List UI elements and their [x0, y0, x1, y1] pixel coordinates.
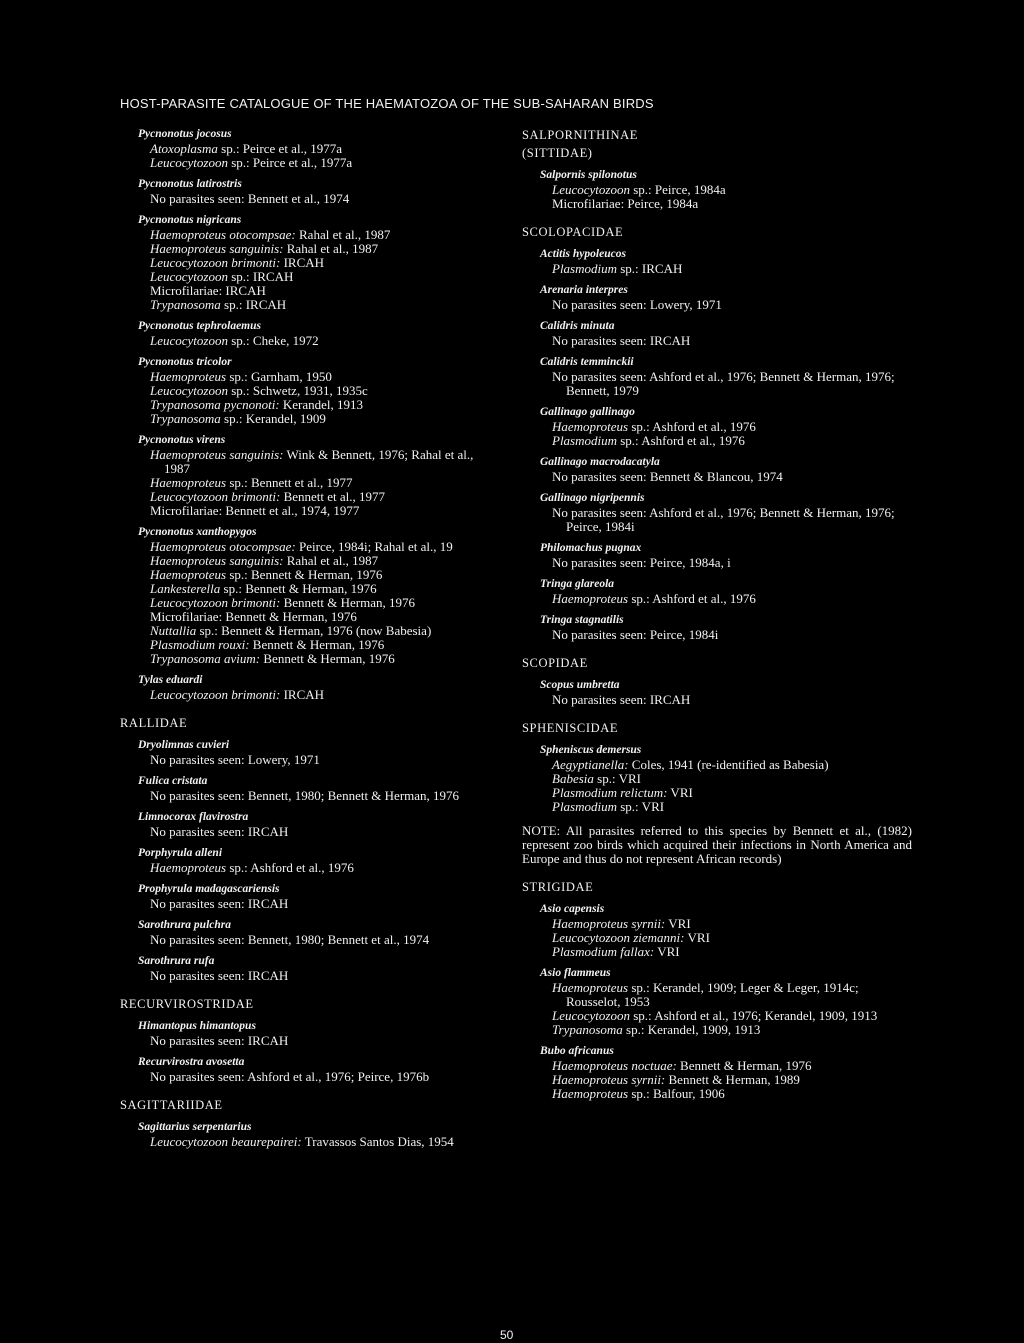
record-reference: sp.: VRI [617, 799, 665, 814]
parasite-name: Trypanosoma [150, 411, 221, 426]
parasite-record [150, 192, 500, 206]
parasite-record [552, 1073, 912, 1087]
parasite-record [150, 476, 500, 490]
record-reference: Bennett & Herman, 1976 [260, 651, 395, 666]
parasite-record [552, 1059, 912, 1073]
species-entry [138, 1121, 500, 1149]
parasite-name: Haemoproteus sanguinis: [150, 553, 284, 568]
parasite-record [552, 931, 912, 945]
parasite-record [552, 917, 912, 931]
record-reference: Peirce, 1984i; Rahal et al., 19 [295, 539, 453, 554]
record-reference: Bennett & Herman, 1976 [249, 637, 385, 652]
record-reference: Microfilariae: Bennett & Herman, 1976 [150, 609, 357, 624]
record-reference: No parasites seen: Bennett & Blancou, 1974 [552, 469, 783, 484]
record-reference: Bennett & Herman, 1976 [280, 595, 416, 610]
parasite-name: Haemoproteus [150, 369, 227, 384]
parasite-record [552, 334, 912, 348]
parasite-name: Plasmodium fallax: [552, 944, 655, 959]
species-name: Asio flammeus [540, 967, 611, 979]
record-reference: sp.: Ashford et al., 1976 [628, 419, 756, 434]
parasite-record [552, 262, 912, 276]
parasite-record [552, 758, 912, 772]
parasite-name: Leucocytozoon ziemanni: [552, 930, 685, 945]
species-name: Pycnonotus xanthopygos [138, 526, 257, 538]
species-name: Limnocorax flavirostra [138, 811, 249, 823]
record-reference: No parasites seen: Lowery, 1971 [552, 297, 722, 312]
species-entry [540, 284, 912, 312]
parasite-name: Leucocytozoon brimonti: [150, 595, 281, 610]
page-header: HOST-PARASITE CATALOGUE OF THE HAEMATOZOA OF THE SUB-SAHARAN BIRDS [120, 96, 654, 111]
record-reference: No parasites seen: Bennett et al., 1974 [150, 191, 350, 206]
parasite-record [150, 554, 500, 568]
record-reference: sp.: Ashford et al., 1976; Kerandel, 1909, 1913 [629, 1008, 878, 1023]
parasite-name: Haemoproteus otocompsae: [150, 539, 296, 554]
right-column [522, 128, 912, 1107]
record-reference: Rahal et al., 1987 [295, 227, 391, 242]
species-entry [540, 406, 912, 448]
parasite-record [150, 582, 500, 596]
parasite-name: Leucocytozoon [150, 383, 228, 398]
parasite-record [150, 1135, 500, 1149]
record-reference: IRCAH [280, 255, 325, 270]
parasite-record [150, 384, 500, 398]
parasite-name: Plasmodium [552, 261, 617, 276]
record-reference: VRI [654, 944, 680, 959]
species-entry [138, 434, 500, 518]
parasite-name: Lankesterella [150, 581, 221, 596]
family-heading: RECURVIROSTRIDAE [120, 997, 254, 1011]
record-reference: sp.: Peirce et al., 1977a [217, 141, 343, 156]
species-entry [540, 169, 912, 211]
record-reference: sp.: Kerandel, 1909; Leger & Leger, 1914c; Rousselot, 1953 [566, 980, 859, 1009]
species-name: Sarothrura pulchra [138, 919, 231, 931]
parasite-record [552, 434, 912, 448]
species-name: Asio capensis [540, 903, 605, 915]
record-reference: sp.: Kerandel, 1909, 1913 [622, 1022, 761, 1037]
parasite-name: Haemoproteus [150, 860, 227, 875]
record-reference: No parasites seen: Ashford et al., 1976; Peirce, 1976b [150, 1069, 430, 1084]
species-entry [540, 1045, 912, 1101]
record-reference: sp.: Schwetz, 1931, 1935c [227, 383, 368, 398]
parasite-record [150, 933, 500, 947]
parasite-record [150, 638, 500, 652]
record-reference: No parasites seen: Bennett, 1980; Bennett & Herman, 1976 [150, 788, 460, 803]
record-reference: No parasites seen: IRCAH [150, 824, 289, 839]
species-entry [540, 679, 912, 707]
record-reference: sp.: VRI [593, 771, 641, 786]
parasite-name: Haemoproteus [150, 475, 227, 490]
species-name: Fulica cristata [138, 775, 208, 787]
species-entry [138, 674, 500, 702]
species-entry [540, 903, 912, 959]
parasite-record [150, 897, 500, 911]
species-name: Salpornis spilonotus [540, 169, 637, 181]
record-reference: Microfilariae: IRCAH [150, 283, 266, 298]
species-name: Gallinago nigripennis [540, 492, 645, 504]
parasite-record [150, 142, 500, 156]
species-name: Sagittarius serpentarius [138, 1121, 252, 1133]
species-entry [138, 320, 500, 348]
parasite-record [552, 370, 912, 398]
family-heading: SAGITTARIIDAE [120, 1098, 223, 1112]
parasite-record [150, 688, 500, 702]
record-reference: No parasites seen: Bennett, 1980; Bennett et al., 1974 [150, 932, 430, 947]
species-name: Pycnonotus latirostris [138, 178, 242, 190]
record-reference: Bennett & Herman, 1976 [676, 1058, 812, 1073]
record-reference: No parasites seen: Peirce, 1984a, i [552, 555, 731, 570]
record-reference: sp.: Cheke, 1972 [227, 333, 319, 348]
parasite-record [150, 228, 500, 242]
parasite-record [150, 610, 500, 624]
parasite-name: Haemoproteus syrnii: [552, 1072, 666, 1087]
species-name: Arenaria interpres [540, 284, 628, 296]
parasite-record [150, 1034, 500, 1048]
parasite-record [552, 800, 912, 814]
parasite-record [552, 298, 912, 312]
parasite-name: Haemoproteus sanguinis: [150, 447, 284, 462]
species-name: Pycnonotus tephrolaemus [138, 320, 262, 332]
species-entry [138, 739, 500, 767]
parasite-name: Nuttallia [150, 623, 197, 638]
parasite-name: Trypanosoma [150, 297, 221, 312]
parasite-record [552, 420, 912, 434]
left-column [120, 120, 500, 1155]
parasite-name: Haemoproteus otocompsae: [150, 227, 296, 242]
record-reference: Kerandel, 1913 [279, 397, 364, 412]
record-reference: Bennett et al., 1977 [280, 489, 386, 504]
parasite-name: Plasmodium relictum: [552, 785, 668, 800]
species-name: Spheniscus demersus [540, 744, 642, 756]
parasite-record [552, 1009, 912, 1023]
record-reference: sp.: Balfour, 1906 [628, 1086, 725, 1101]
parasite-name: Plasmodium [552, 433, 617, 448]
species-name: Pycnonotus tricolor [138, 356, 232, 368]
parasite-record [150, 789, 500, 803]
parasite-name: Aegyptianella: [552, 757, 629, 772]
record-reference: Microfilariae: Bennett et al., 1974, 1977 [150, 503, 360, 518]
species-entry [138, 178, 500, 206]
record-reference: Wink & Bennett, 1976; Rahal et al., 1987 [164, 447, 474, 476]
parasite-record [552, 470, 912, 484]
parasite-record [552, 1087, 912, 1101]
parasite-record [150, 624, 500, 638]
parasite-name: Leucocytozoon [552, 182, 630, 197]
parasite-name: Leucocytozoon [150, 155, 228, 170]
species-name: Recurvirostra avosetta [138, 1056, 245, 1068]
parasite-record [150, 256, 500, 270]
parasite-record [150, 242, 500, 256]
record-reference: Coles, 1941 (re-identified as Babesia) [628, 757, 829, 772]
parasite-record [150, 284, 500, 298]
parasite-name: Leucocytozoon beaurepairei: [150, 1134, 302, 1149]
species-entry [138, 356, 500, 426]
parasite-name: Haemoproteus [150, 567, 227, 582]
parasite-record [150, 448, 500, 476]
parasite-record [552, 1023, 912, 1037]
parasite-name: Haemoproteus [552, 1086, 629, 1101]
record-reference: No parasites seen: Lowery, 1971 [150, 752, 320, 767]
species-name: Pycnonotus nigricans [138, 214, 242, 226]
record-reference: Rahal et al., 1987 [283, 241, 379, 256]
record-reference: sp.: IRCAH [220, 297, 287, 312]
record-reference: No parasites seen: IRCAH [552, 333, 691, 348]
species-name: Calidris minuta [540, 320, 615, 332]
record-reference: Rahal et al., 1987 [283, 553, 379, 568]
record-reference: VRI [684, 930, 710, 945]
species-entry [138, 919, 500, 947]
species-name: Gallinago gallinago [540, 406, 635, 418]
species-name: Pycnonotus virens [138, 434, 226, 446]
family-heading: SCOPIDAE [522, 656, 588, 670]
parasite-record [552, 197, 912, 211]
species-entry [540, 248, 912, 276]
family-heading: SPHENISCIDAE [522, 721, 619, 735]
parasite-record [150, 490, 500, 504]
parasite-record [150, 504, 500, 518]
record-reference: No parasites seen: IRCAH [150, 1033, 289, 1048]
species-entry [138, 883, 500, 911]
species-name: Prophyrula madagascariensis [138, 883, 280, 895]
parasite-record [150, 540, 500, 554]
family-heading: SALPORNITHINAE [522, 128, 639, 142]
record-reference: VRI [667, 785, 693, 800]
record-reference: VRI [665, 916, 691, 931]
page-number: 50 [500, 1328, 514, 1342]
species-entry [540, 578, 912, 606]
species-name: Tringa stagnatilis [540, 614, 624, 626]
species-entry [138, 847, 500, 875]
species-entry [540, 320, 912, 348]
species-entry [138, 214, 500, 312]
species-name: Philomachus pugnax [540, 542, 642, 554]
species-entry [138, 1056, 500, 1084]
parasite-record [150, 969, 500, 983]
parasite-record [150, 334, 500, 348]
species-entry [540, 542, 912, 570]
parasite-record [150, 398, 500, 412]
parasite-name: Haemoproteus noctuae: [552, 1058, 677, 1073]
parasite-record [552, 981, 912, 1009]
species-entry [138, 128, 500, 170]
parasite-record [150, 861, 500, 875]
species-name: Himantopus himantopus [138, 1020, 256, 1032]
parasite-record [150, 596, 500, 610]
species-name: Calidris temminckii [540, 356, 634, 368]
footnote: NOTE: All parasites referred to this species by Bennett et al., (1982) represent zoo birds which acquired their infections in North America and Europe and thus do not represent African records) [522, 823, 912, 866]
record-reference: No parasites seen: IRCAH [150, 896, 289, 911]
species-entry [540, 967, 912, 1037]
parasite-name: Haemoproteus syrnii: [552, 916, 666, 931]
record-reference: sp.: IRCAH [617, 261, 683, 276]
record-reference: sp.: Bennett et al., 1977 [226, 475, 353, 490]
species-name: Actitis hypoleucos [540, 248, 626, 260]
record-reference: sp.: Ashford et al., 1976 [226, 860, 354, 875]
parasite-record [150, 370, 500, 384]
species-name: Gallinago macrodacatyla [540, 456, 660, 468]
parasite-name: Atoxoplasma [150, 141, 218, 156]
parasite-record [552, 945, 912, 959]
parasite-record [150, 412, 500, 426]
species-entry [540, 456, 912, 484]
parasite-record [552, 693, 912, 707]
parasite-record [552, 506, 912, 534]
species-entry [540, 356, 912, 398]
parasite-record [150, 270, 500, 284]
family-heading: STRIGIDAE [522, 880, 594, 894]
record-reference: No parasites seen: IRCAH [150, 968, 289, 983]
parasite-name: Leucocytozoon [150, 269, 228, 284]
family-heading: RALLIDAE [120, 716, 188, 730]
parasite-name: Plasmodium rouxi: [150, 637, 250, 652]
species-entry [138, 526, 500, 666]
record-reference: No parasites seen: Ashford et al., 1976; Bennett & Herman, 1976; Bennett, 1979 [552, 369, 895, 398]
record-reference: Microfilariae: Peirce, 1984a [552, 196, 699, 211]
record-reference: sp.: Peirce, 1984a [629, 182, 726, 197]
species-entry [540, 492, 912, 534]
record-reference: sp.: Ashford et al., 1976 [617, 433, 745, 448]
family-heading: SCOLOPACIDAE [522, 225, 624, 239]
record-reference: No parasites seen: Ashford et al., 1976; Bennett & Herman, 1976; Peirce, 1984i [552, 505, 895, 534]
species-entry [138, 1020, 500, 1048]
record-reference: Bennett & Herman, 1989 [665, 1072, 800, 1087]
species-name: Scopus umbretta [540, 679, 620, 691]
parasite-record [552, 556, 912, 570]
parasite-name: Trypanosoma pycnonoti: [150, 397, 280, 412]
parasite-record [150, 1070, 500, 1084]
parasite-record [150, 825, 500, 839]
record-reference: sp.: Bennett & Herman, 1976 (now Babesia) [196, 623, 432, 638]
parasite-name: Leucocytozoon [150, 333, 228, 348]
species-entry [138, 811, 500, 839]
parasite-name: Leucocytozoon brimonti: [150, 489, 281, 504]
species-name: Pycnonotus jocosus [138, 128, 232, 140]
record-reference: No parasites seen: IRCAH [552, 692, 691, 707]
record-reference: sp.: Bennett & Herman, 1976 [220, 581, 377, 596]
parasite-record [552, 772, 912, 786]
record-reference: No parasites seen: Peirce, 1984i [552, 627, 719, 642]
record-reference: sp.: Garnham, 1950 [226, 369, 332, 384]
parasite-name: Babesia [552, 771, 594, 786]
parasite-record [552, 628, 912, 642]
species-name: Dryolimnas cuvieri [138, 739, 230, 751]
record-reference: sp.: Peirce et al., 1977a [227, 155, 353, 170]
species-name: Tylas eduardi [138, 674, 203, 686]
species-entry [540, 744, 912, 814]
parasite-record [150, 753, 500, 767]
record-reference: Travassos Santos Dias, 1954 [301, 1134, 454, 1149]
record-reference: sp.: Ashford et al., 1976 [628, 591, 756, 606]
species-name: Porphyrula alleni [138, 847, 223, 859]
parasite-record [552, 592, 912, 606]
species-name: Tringa glareola [540, 578, 615, 590]
parasite-name: Haemoproteus [552, 419, 629, 434]
parasite-name: Trypanosoma [552, 1022, 623, 1037]
parasite-record [150, 156, 500, 170]
species-entry [540, 614, 912, 642]
species-entry [138, 775, 500, 803]
species-name: Sarothrura rufa [138, 955, 215, 967]
parasite-record [150, 568, 500, 582]
record-reference: sp.: Bennett & Herman, 1976 [226, 567, 383, 582]
parasite-name: Leucocytozoon brimonti: [150, 687, 281, 702]
species-name: Bubo africanus [540, 1045, 614, 1057]
parasite-name: Haemoproteus sanguinis: [150, 241, 284, 256]
species-entry [138, 955, 500, 983]
parasite-record [552, 183, 912, 197]
parasite-name: Trypanosoma avium: [150, 651, 261, 666]
parasite-record [150, 298, 500, 312]
parasite-name: Leucocytozoon [552, 1008, 630, 1023]
parasite-name: Haemoproteus [552, 591, 629, 606]
record-reference: IRCAH [280, 687, 325, 702]
record-reference: sp.: IRCAH [227, 269, 294, 284]
parasite-name: Haemoproteus [552, 980, 629, 995]
record-reference: sp.: Kerandel, 1909 [220, 411, 326, 426]
parasite-record [150, 652, 500, 666]
family-subheading: (SITTIDAE) [522, 146, 593, 160]
parasite-name: Leucocytozoon brimonti: [150, 255, 281, 270]
parasite-record [552, 786, 912, 800]
parasite-name: Plasmodium [552, 799, 617, 814]
